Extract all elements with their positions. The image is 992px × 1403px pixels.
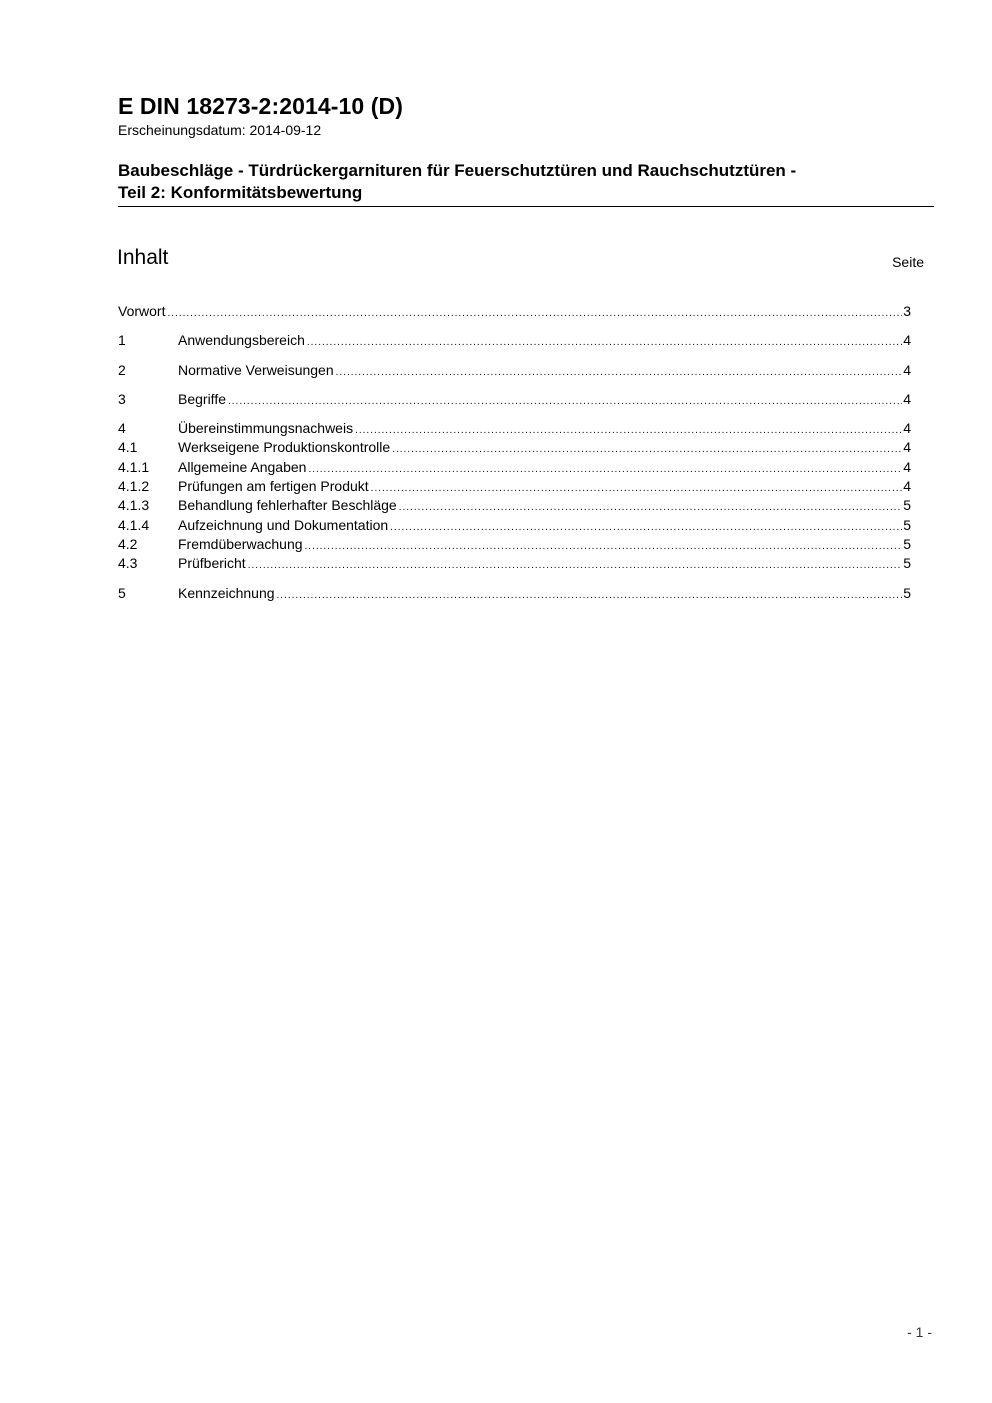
publication-date: Erscheinungsdatum: 2014-09-12 xyxy=(118,122,322,138)
toc-page-label: Seite xyxy=(892,254,924,270)
toc-leader-dots xyxy=(308,460,902,479)
toc-entry-number: 4.1.3 xyxy=(118,497,150,514)
toc-entry-page: 5 xyxy=(903,584,911,601)
toc-entry-number: 4.2 xyxy=(118,535,138,552)
toc-entry-page: 3 xyxy=(903,303,911,319)
toc-leader-dots xyxy=(355,421,902,440)
toc-leader-dots xyxy=(167,304,902,323)
toc-entry-page: 4 xyxy=(903,361,911,378)
toc-entry-page: 4 xyxy=(903,458,911,475)
toc-entry-page: 5 xyxy=(903,516,911,533)
document-id: E DIN 18273-2:2014-10 (D) xyxy=(118,93,404,119)
toc-entry-number: 4.1 xyxy=(118,439,138,456)
toc-entry-2[interactable] xyxy=(118,361,911,380)
toc-entry-page: 4 xyxy=(903,478,911,495)
toc-entry-number: 4 xyxy=(118,420,126,437)
toc-entry-4-1[interactable] xyxy=(118,438,911,457)
toc-entry-4[interactable] xyxy=(118,419,911,438)
toc-entry-4-3[interactable] xyxy=(118,554,911,573)
toc-entry-text: Prüfungen am fertigen Produkt xyxy=(178,478,369,495)
toc-entry-number: 3 xyxy=(118,390,126,407)
toc-entry-1[interactable] xyxy=(118,331,911,350)
toc-entry-text: Begriffe xyxy=(178,390,226,407)
toc-entry-number: 2 xyxy=(118,361,126,378)
toc-entry-number: 4.3 xyxy=(118,555,138,572)
toc-entry-4-1-2[interactable] xyxy=(118,477,911,496)
toc-entry-text: Prüfbericht xyxy=(178,555,246,572)
toc-entry-text: Fremdüberwachung xyxy=(178,535,303,552)
toc-leader-dots xyxy=(228,392,902,411)
toc-entry-number: 4.1.2 xyxy=(118,478,150,495)
toc-leader-dots xyxy=(277,586,903,605)
toc-entry-number: 5 xyxy=(118,584,126,601)
toc-entry-text: Übereinstimmungsnachweis xyxy=(178,420,354,437)
document-title xyxy=(118,160,934,207)
toc-heading: Inhalt xyxy=(117,246,169,269)
toc-entry-text: Normative Verweisungen xyxy=(178,361,334,378)
toc-entry-page: 5 xyxy=(903,535,911,552)
toc-entry-text: Aufzeichnung und Dokumentation xyxy=(178,516,389,533)
toc-entry-page: 4 xyxy=(903,332,911,349)
toc-entry-vorwort[interactable] xyxy=(118,302,911,321)
toc-entry-text: Behandlung fehlerhafter Beschläge xyxy=(178,497,397,514)
toc-entry-text: Allgemeine Angaben xyxy=(178,458,307,475)
toc-leader-dots xyxy=(305,537,903,556)
toc-leader-dots xyxy=(307,333,902,352)
page-number: - 1 - xyxy=(907,1324,932,1340)
toc-entry-4-1-3[interactable] xyxy=(118,496,911,515)
toc-entry-page: 4 xyxy=(903,420,911,437)
document-title-line-2: Teil 2: Konformitätsbewertung xyxy=(118,183,363,202)
toc-leader-dots xyxy=(392,440,902,459)
toc-entry-4-1-1[interactable] xyxy=(118,458,911,477)
toc-entry-text: Kennzeichnung xyxy=(178,584,275,601)
toc-entry-text: Werkseigene Produktionskontrolle xyxy=(178,439,391,456)
toc-entry-text: Anwendungsbereich xyxy=(178,332,305,349)
toc-entry-page: 4 xyxy=(903,390,911,407)
toc-leader-dots xyxy=(336,363,903,382)
toc-entry-5[interactable] xyxy=(118,584,911,603)
toc-entry-3[interactable] xyxy=(118,390,911,409)
table-of-contents xyxy=(118,302,911,603)
toc-entry-page: 5 xyxy=(903,555,911,572)
toc-entry-text: Vorwort xyxy=(118,303,166,319)
document-title-line-1: Baubeschläge - Türdrückergarnituren für Feuerschutztüren und Rauchschutztüren - xyxy=(118,161,797,180)
toc-entry-number: 4.1.1 xyxy=(118,458,150,475)
toc-entry-number: 1 xyxy=(118,332,126,349)
toc-leader-dots xyxy=(399,498,902,517)
toc-entry-4-1-4[interactable] xyxy=(118,516,911,535)
toc-entry-4-2[interactable] xyxy=(118,535,911,554)
toc-entry-page: 5 xyxy=(903,497,911,514)
toc-leader-dots xyxy=(390,518,902,537)
toc-entry-number: 4.1.4 xyxy=(118,516,150,533)
toc-leader-dots xyxy=(248,556,903,575)
toc-leader-dots xyxy=(371,479,903,498)
toc-entry-page: 4 xyxy=(903,439,911,456)
